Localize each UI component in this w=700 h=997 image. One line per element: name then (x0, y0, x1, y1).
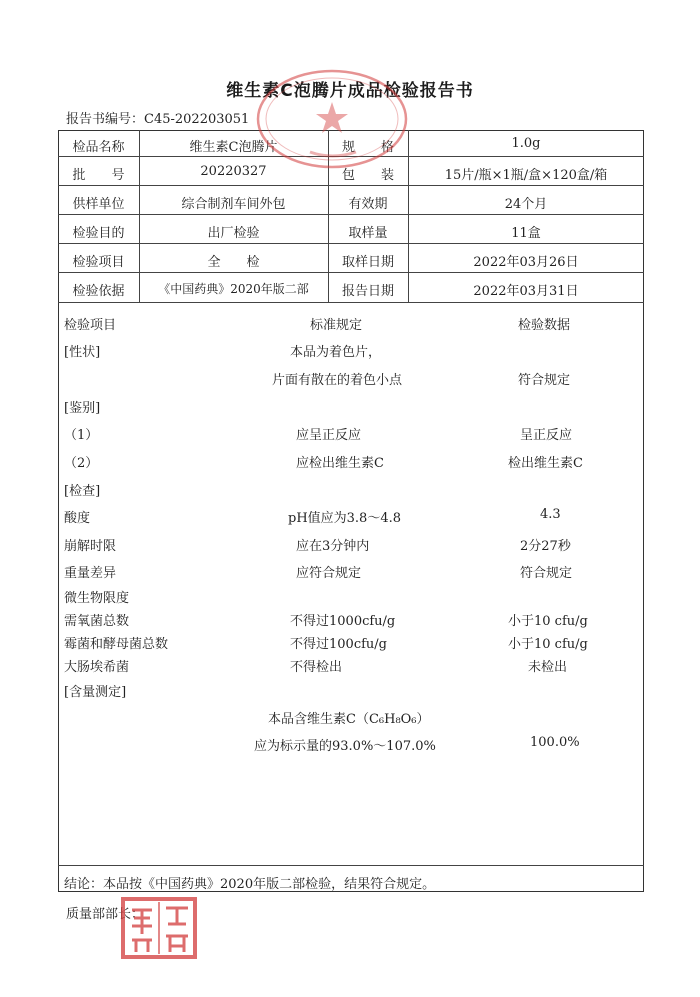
standard-text: 应检出维生素C (296, 456, 384, 471)
report-title: 维生素C泡腾片成品检验报告书 (226, 81, 474, 101)
item-text: （2） (64, 456, 99, 471)
info-value: 出厂检验 (207, 226, 260, 241)
standard-text: 本品为着色片， (290, 345, 382, 360)
standard-text: 不得检出 (290, 660, 343, 675)
report-number: 报告书编号：C45-202203051 (66, 112, 250, 127)
info-value: 综合制剂车间外包 (181, 197, 286, 212)
info-value: 15片/瓶×1瓶/盒×120盒/箱 (444, 168, 608, 183)
grid-line (58, 865, 644, 866)
info-label: 检验项目 (72, 255, 125, 270)
result-text: 符合规定 (518, 373, 571, 388)
result-text: 未检出 (528, 660, 568, 675)
standard-text: 应在3分钟内 (296, 539, 370, 554)
info-label: 检验依据 (72, 284, 125, 299)
result-text: 小于10 cfu/g (508, 614, 588, 629)
standard-text: 应为标示量的93.0%～107.0% (254, 739, 436, 754)
section-xingzhuang: [性状] (64, 345, 101, 360)
info-value: 2022年03月31日 (473, 284, 579, 299)
item-text: 需氧菌总数 (64, 614, 130, 629)
info-value: 全 检 (207, 255, 260, 270)
result-text: 符合规定 (520, 566, 573, 581)
item-text: 微生物限度 (64, 591, 130, 606)
standard-text: 片面有散在的着色小点 (272, 373, 403, 388)
standard-text: 应呈正反应 (296, 428, 362, 443)
grid-line (58, 302, 644, 303)
item-text: 崩解时限 (64, 539, 117, 554)
header-standard: 标准规定 (310, 318, 363, 333)
info-label: 检验目的 (72, 226, 125, 241)
item-text: 重量差异 (64, 566, 117, 581)
result-text: 4.3 (540, 507, 561, 522)
signature-seal-icon (120, 896, 198, 960)
result-text: 呈正反应 (520, 428, 573, 443)
result-text: 100.0% (530, 735, 580, 750)
item-text: 大肠埃希菌 (64, 660, 130, 675)
info-label: 取样日期 (341, 255, 394, 270)
info-value: 2022年03月26日 (473, 255, 579, 270)
info-label: 规 格 (341, 140, 394, 155)
grid-line (58, 214, 644, 215)
standard-text: pH值应为3.8～4.8 (288, 511, 402, 526)
grid-line (139, 130, 140, 302)
info-value: 《中国药典》2020年版二部 (158, 282, 309, 296)
result-text: 检出维生素C (508, 456, 583, 471)
info-label: 报告日期 (341, 284, 394, 299)
info-label: 供样单位 (72, 197, 125, 212)
section-jiancha: [检查] (64, 484, 101, 499)
info-value: 维生素C泡腾片 (189, 140, 278, 155)
item-text: 霉菌和酵母菌总数 (64, 637, 169, 652)
section-hanliang: [含量测定] (64, 685, 127, 700)
section-jianbie: [鉴别] (64, 401, 101, 416)
header-item: 检验项目 (64, 318, 117, 333)
info-label: 检品名称 (72, 140, 125, 155)
info-value: 11盒 (511, 226, 541, 241)
conclusion: 结论：本品按《中国药典》2020年版二部检验，结果符合规定。 (64, 877, 436, 892)
header-result: 检验数据 (518, 318, 571, 333)
standard-text: 不得过1000cfu/g (290, 614, 396, 629)
standard-text: 不得过100cfu/g (290, 637, 387, 652)
info-label: 批 号 (72, 168, 125, 183)
grid-line (58, 272, 644, 273)
item-text: 酸度 (64, 511, 91, 526)
info-value: 1.0g (511, 136, 541, 151)
standard-text: 应符合规定 (296, 566, 362, 581)
grid-line (58, 185, 644, 186)
info-value: 24个月 (504, 197, 548, 212)
signature-label: 质量部部长： (66, 907, 145, 922)
info-value: 20220327 (200, 164, 267, 179)
grid-line (58, 243, 644, 244)
item-text: （1） (64, 428, 99, 443)
result-text: 小于10 cfu/g (508, 637, 588, 652)
info-label: 有效期 (348, 197, 388, 212)
standard-text: 本品含维生素C（C₆H₈O₆） (268, 712, 430, 727)
info-label: 取样量 (348, 226, 388, 241)
company-seal-icon (252, 64, 412, 174)
info-label: 包 装 (341, 168, 394, 183)
result-text: 2分27秒 (520, 539, 571, 554)
